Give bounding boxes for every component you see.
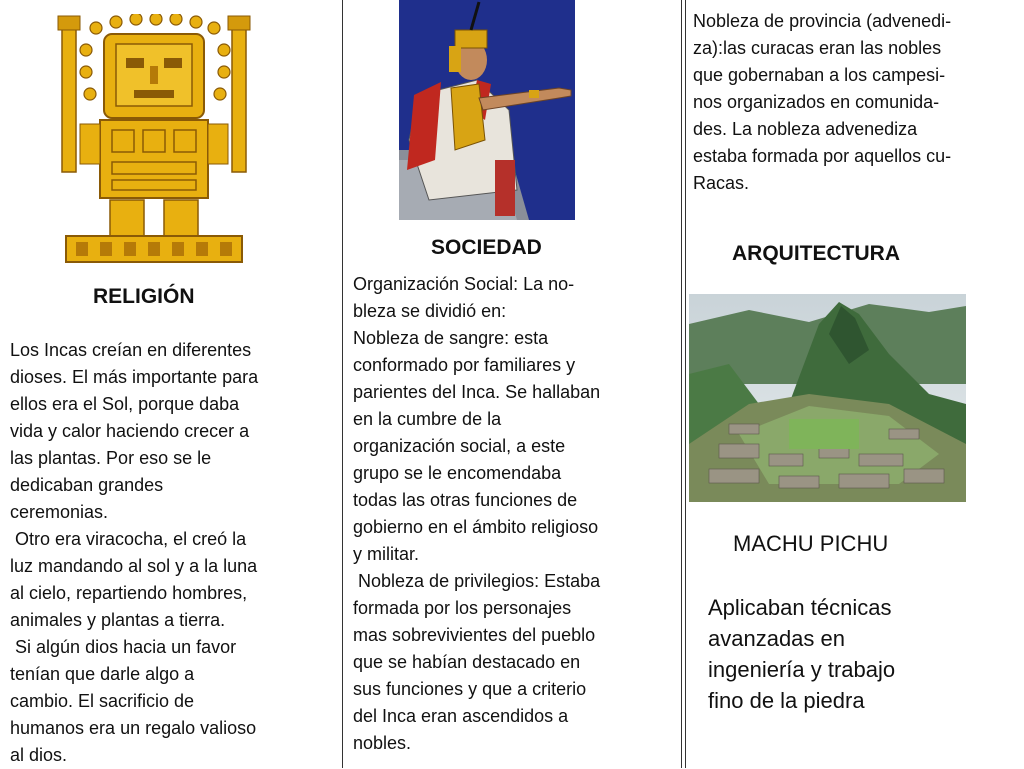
machu-picchu-caption: MACHU PICHU xyxy=(733,531,889,556)
column-divider-right-a xyxy=(681,0,682,768)
religion-heading: RELIGIÓN xyxy=(93,285,195,308)
society-body-text: Organización Social: La no- bleza se dividió en: Nobleza de sangre: esta conformado por familiares y parientes del Inca. Se hallaban en la cumbre de la organización social, a este grupo se le encomendaba todas las otras funciones de gobierno en el ámbito religioso y militar. Nobleza de privilegios: Estaba formada por los personajes mas sobrevivientes del pueblo que se habían destacado en sus funciones y que a criterio del Inca eran ascendidos a nobles. xyxy=(353,274,601,753)
inca-noble-image xyxy=(399,0,575,220)
architecture-body-text: Aplicaban técnicas avanzadas en ingeniería y trabajo fino de la piedra xyxy=(708,595,896,713)
column-divider-left xyxy=(342,0,343,768)
society-heading: SOCIEDAD xyxy=(431,236,542,259)
column-divider-right-b xyxy=(685,0,686,768)
religion-body-text: Los Incas creían en diferentes dioses. El más importante para ellos era el Sol, porque daba vida y calor haciendo crecer a las plantas. Por eso se le dedicaban grandes ceremonias. Otro era viracocha, el creó la luz mandando al sol y a la luna al cielo, repartiendo hombres, animales y plantas a tierra. Si algún dios hacia un favor tenían que darle algo a cambio. El sacrificio de humanos era un regalo valioso al dios. xyxy=(10,340,259,765)
nobility-province-text: Nobleza de provincia (advenedi- za):las curacas eran las nobles que gobernaban a los campesi- nos organizados en comunida- des. La nobleza advenediza estaba formada por aquellos cu- Racas. xyxy=(693,11,952,193)
machu-picchu-image xyxy=(689,294,966,502)
architecture-heading: ARQUITECTURA xyxy=(732,242,900,265)
inca-deity-image xyxy=(56,14,252,266)
